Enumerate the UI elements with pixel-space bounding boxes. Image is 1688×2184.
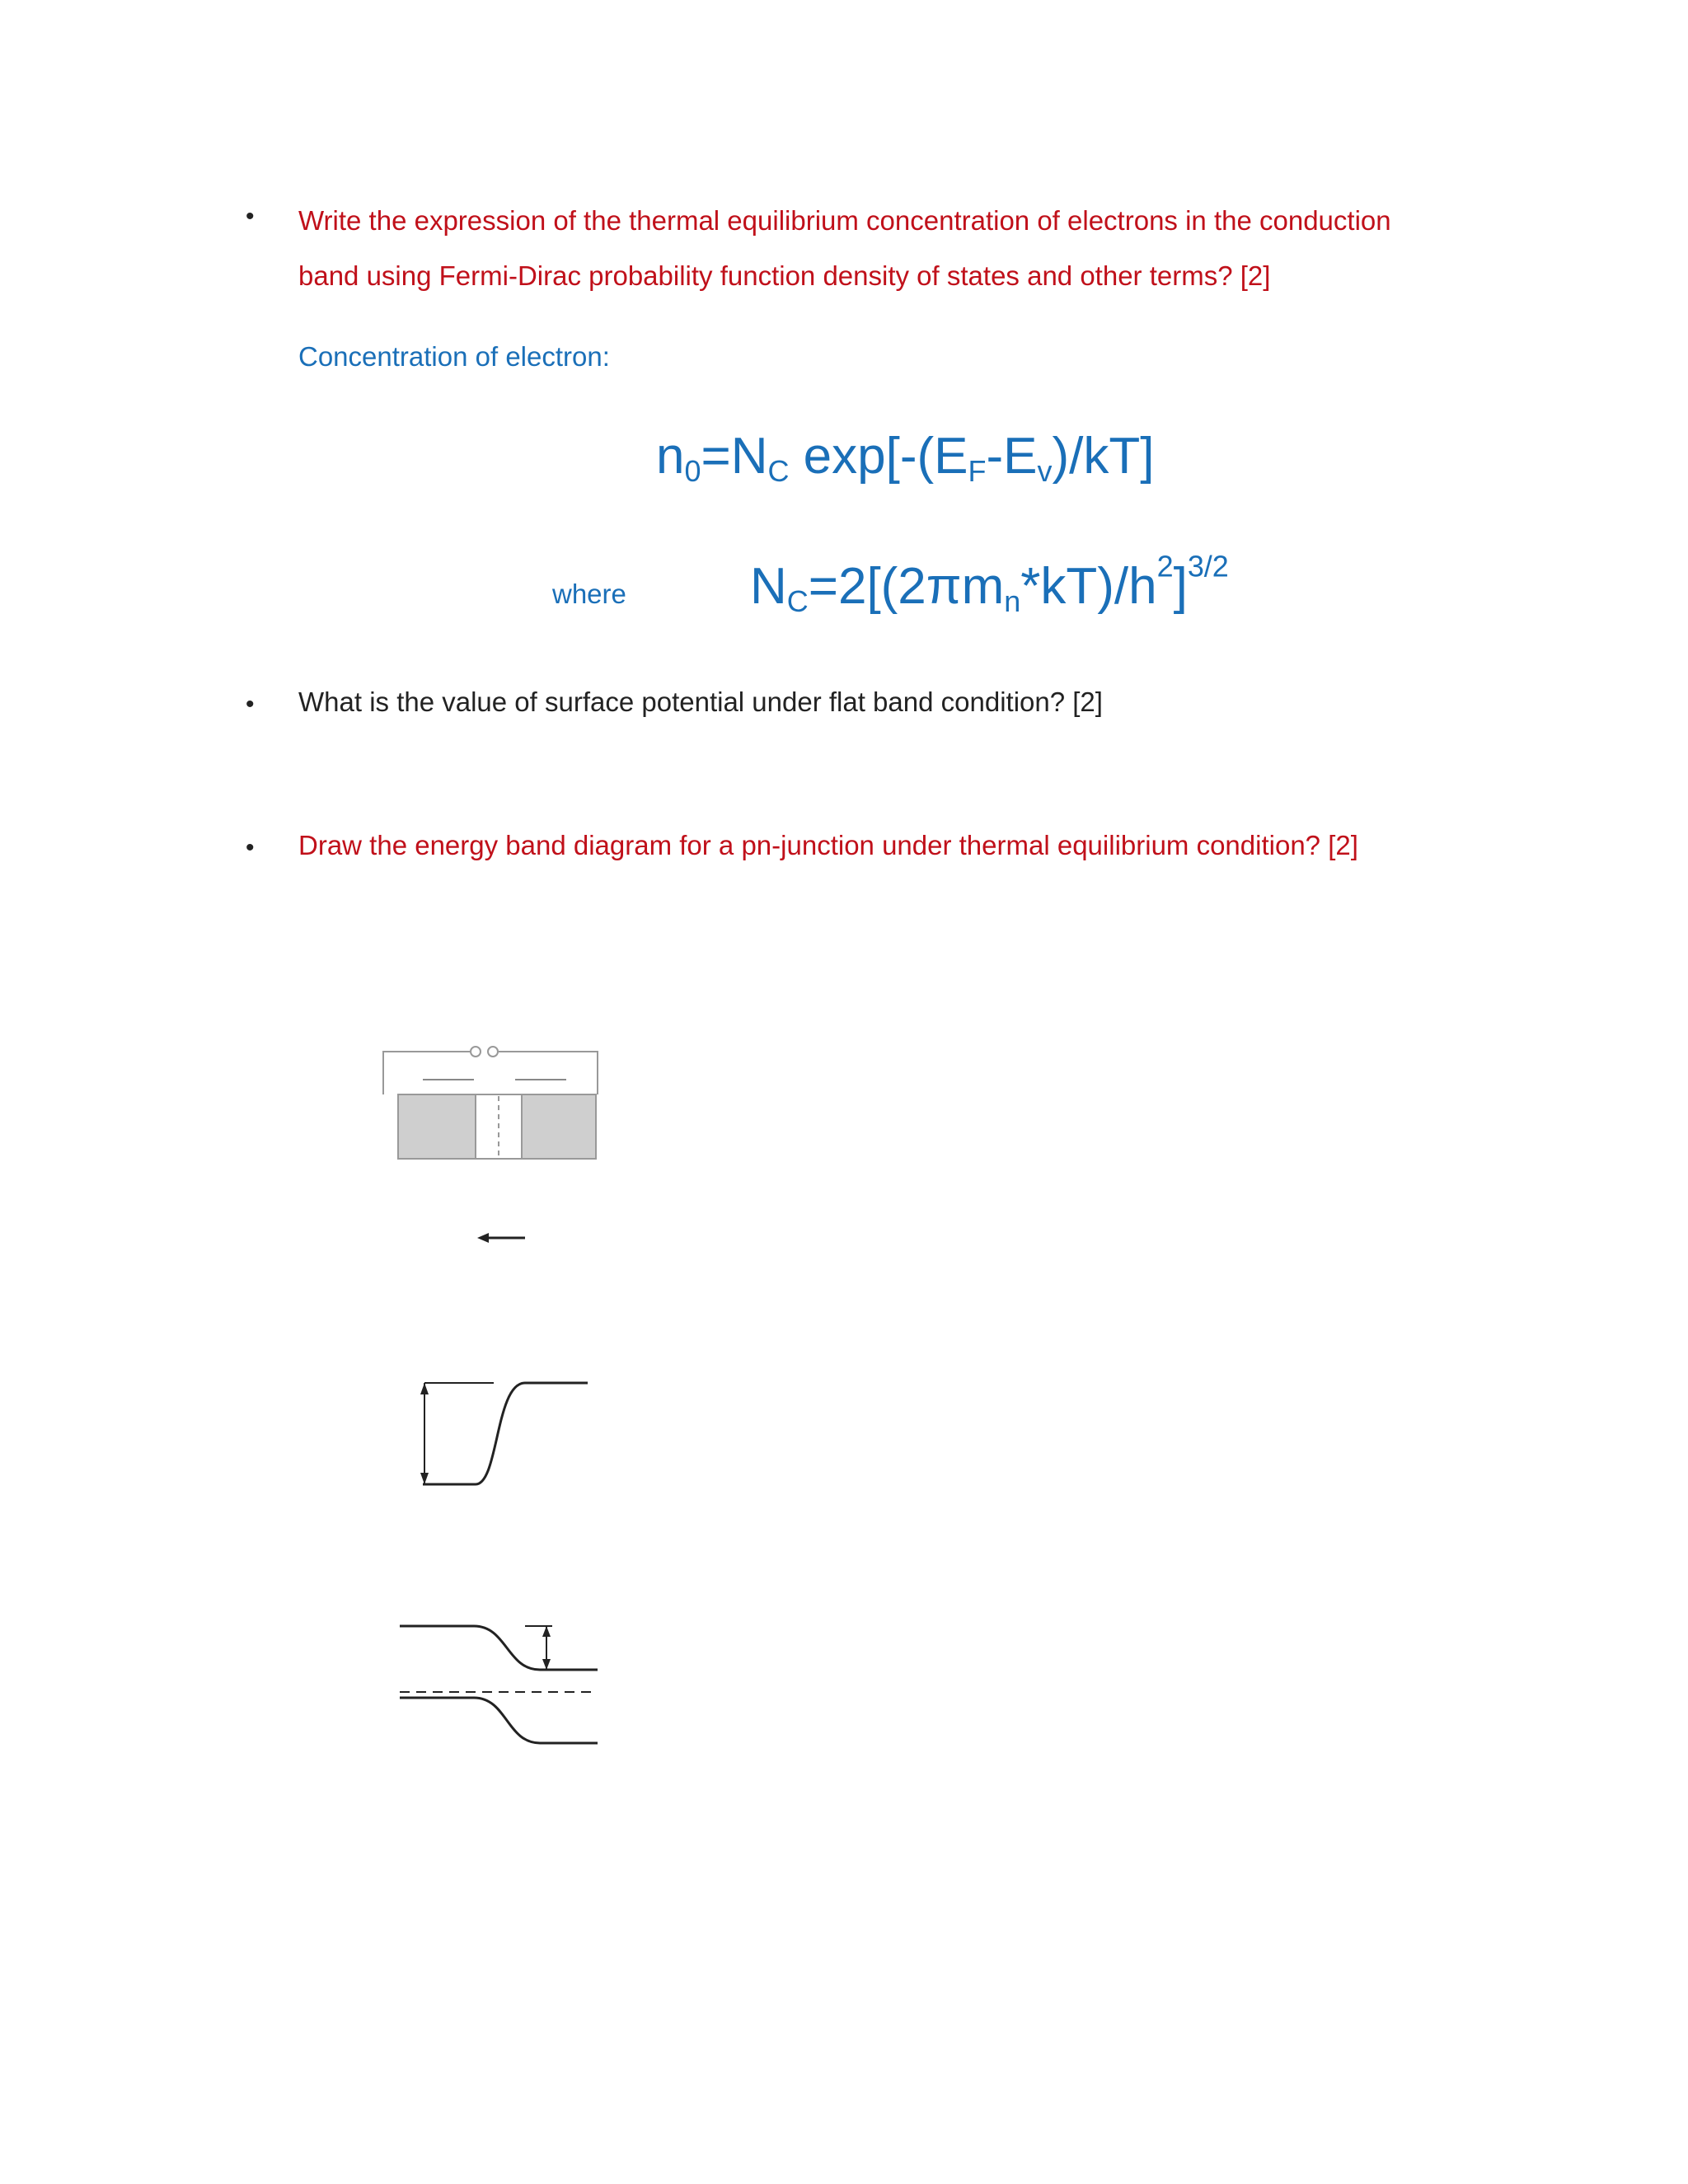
panel-b [678,1094,680,1103]
pn-junction-band-diagram [334,905,1232,1820]
terminal-left-icon [471,1047,481,1057]
eq2-h-sup: 2 [1156,549,1174,583]
eq2-nc: N [750,558,787,615]
eq1-ev-sub: v [1037,454,1053,489]
eq2-b: *kT)/h [1020,558,1157,615]
eq1-n: n [656,428,685,485]
terminal-right-icon [488,1047,498,1057]
question-3: Draw the energy band diagram for a pn-junction under thermal equilibrium condition? [2] [298,830,1358,860]
eq2-a: =2[(2πm [808,558,1005,615]
question-1-line-2: band using Fermi-Dirac probability function density of states and other terms? [2] [298,260,1271,291]
eq2-c: ] [1173,558,1188,615]
eq1-nc-sub: C [767,454,790,489]
question-1-line-1: Write the expression of the thermal equilibrium concentration of electrons in the conduction [298,205,1391,236]
eq1-n-sub: 0 [684,454,701,489]
equation-nc [750,549,1229,619]
equation-n0 [656,427,1154,489]
answer-label: Concentration of electron: [298,341,610,372]
eq1-ef-sub: F [968,454,987,489]
eq2-mn-sub: n [1004,584,1021,619]
question-2: What is the value of surface potential under flat band condition? [2] [298,687,1103,717]
eq1-exp: exp[-(E [789,428,968,485]
bullet-2: • [246,691,255,718]
eq1-tail: )/kT] [1052,428,1155,485]
eq2-pow: 3/2 [1187,549,1229,583]
where-label: where [552,579,626,609]
eq1-nc: =N [701,428,768,485]
bullet-3: • [246,834,255,861]
panel-a [383,1047,598,1743]
eq2-nc-sub: C [786,584,809,619]
eq1-ev: -E [986,428,1038,485]
bullet-1: • [246,203,255,230]
